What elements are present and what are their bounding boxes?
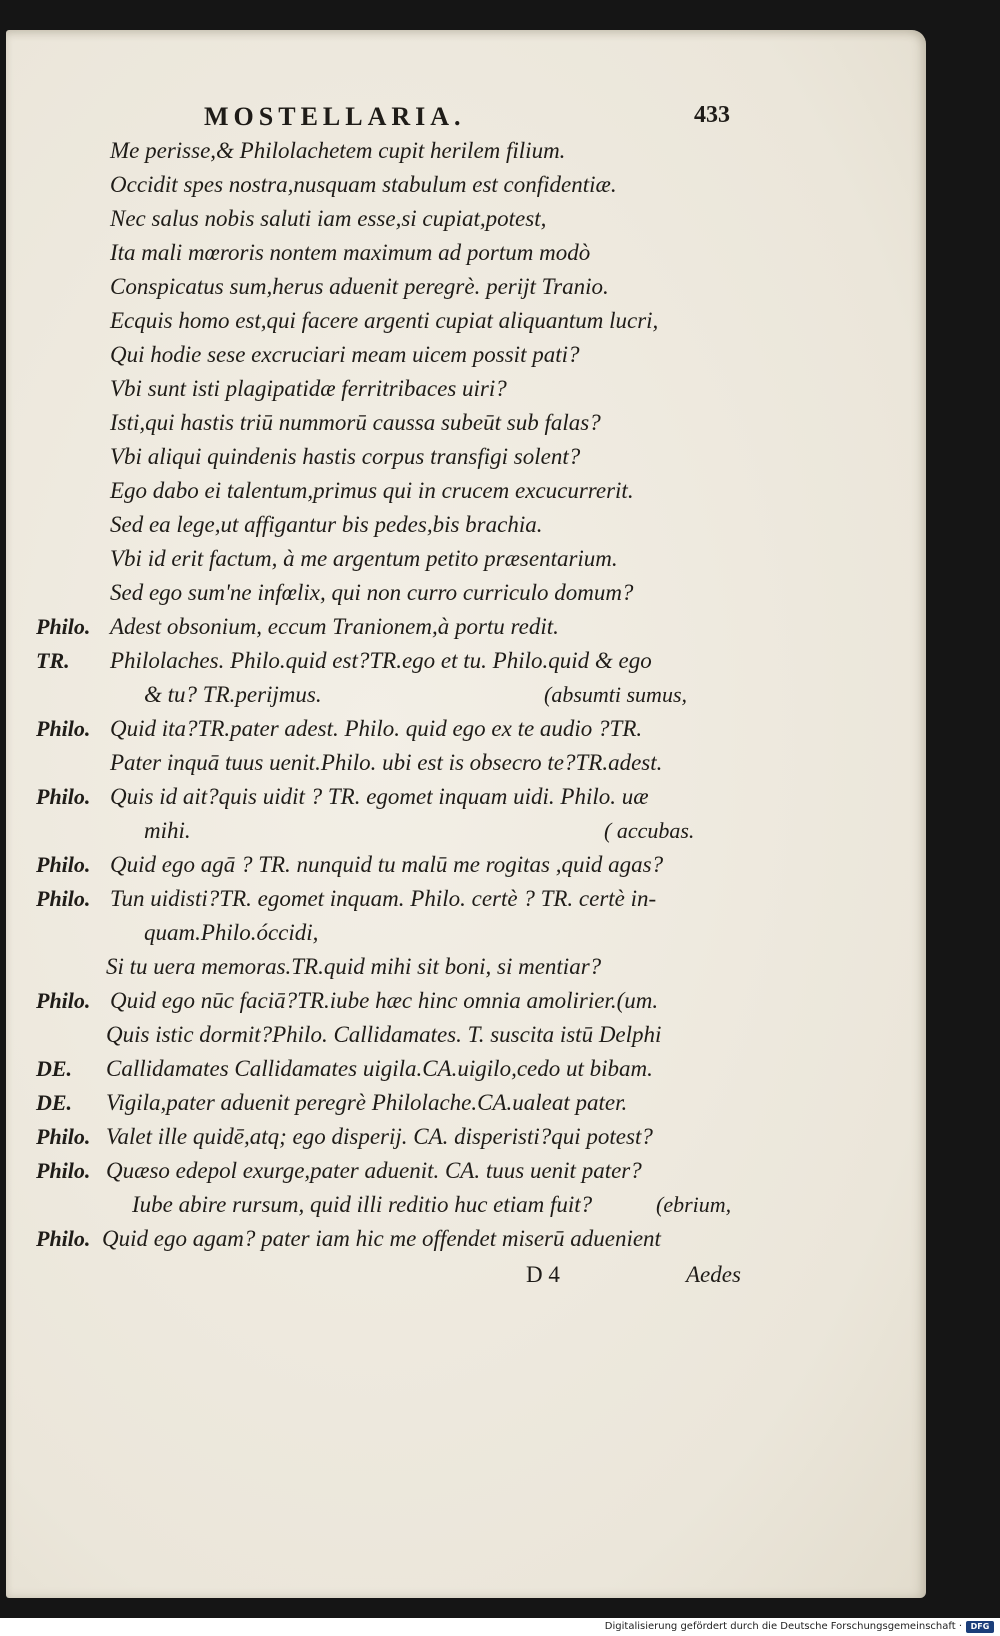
text-line: Philolaches. Philo.quid est?TR.ego et tu. Philo.quid & ego [110, 648, 652, 673]
text-line: Quid ita?TR.pater adest. Philo. quid ego ex te audio ?TR. [110, 716, 643, 741]
speaker-label: DE. [36, 1056, 73, 1081]
book-page [6, 30, 926, 1598]
text-line: Nec salus nobis saluti iam esse,si cupiat,potest, [110, 206, 547, 231]
text-line: Isti,qui hastis triū nummorū caussa subeūt sub falas? [110, 410, 601, 435]
page-text [6, 30, 926, 1598]
turnover-note: ( accubas. [604, 818, 695, 843]
text-line: Vbi aliqui quindenis hastis corpus transfigi solent? [110, 444, 581, 469]
text-line: Pater inquā tuus uenit.Philo. ubi est is obsecro te?TR.adest. [110, 750, 663, 775]
text-line: Iube abire rursum, quid illi reditio huc etiam fuit? [132, 1192, 593, 1217]
text-line: Adest obsonium, eccum Tranionem,à portu redit. [110, 614, 559, 639]
speaker-label: Philo. [36, 988, 91, 1013]
text-line: Quid ego nūc faciā?TR.iube hæc hinc omnia amolirier.(um. [110, 988, 659, 1013]
text-line: Quid ego agam? pater iam hic me offendet miserū aduenient [102, 1226, 661, 1251]
speaker-label: TR. [36, 648, 70, 673]
text-line: Sed ea lege,ut affigantur bis pedes,bis brachia. [110, 512, 543, 537]
speaker-label: Philo. [36, 614, 91, 639]
text-line: Quis id ait?quis uidit ? TR. egomet inquam uidi. Philo. uæ [110, 784, 649, 809]
digitization-credit: Digitalisierung gefördert durch die Deutsche Forschungsgemeinschaft · [604, 1621, 962, 1632]
signature-mark: D 4 [526, 1262, 560, 1287]
text-line: Ecquis homo est,qui facere argenti cupiat aliquantum lucri, [110, 308, 659, 333]
text-line: & tu? TR.perijmus. [144, 682, 322, 707]
text-line: quam.Philo.óccidi, [144, 920, 319, 945]
text-line: Me perisse,& Philolachetem cupit herilem filium. [110, 138, 566, 163]
text-line: Ita mali mœroris nontem maximum ad portum modò [110, 240, 591, 265]
turnover-note: (ebrium, [656, 1192, 732, 1217]
text-line: Conspicatus sum,herus aduenit peregrè. perijt Tranio. [110, 274, 609, 299]
text-line: Qui hodie sese excruciari meam uicem possit pati? [110, 342, 580, 367]
speaker-label: Philo. [36, 1226, 91, 1251]
text-line: Callidamates Callidamates uigila.CA.uigilo,cedo ut bibam. [106, 1056, 653, 1081]
text-line: Ego dabo ei talentum,primus qui in crucem excucurrerit. [110, 478, 634, 503]
speaker-label: Philo. [36, 852, 91, 877]
dfg-logo: DFG [966, 1621, 994, 1633]
speaker-label: DE. [36, 1090, 73, 1115]
text-line: Valet ille quidē,atq; ego disperij. CA. disperisti?qui potest? [106, 1124, 653, 1149]
text-line: Sed ego sum'ne infœlix, qui non curro curriculo domum? [110, 580, 634, 605]
folio-number: 433 [694, 102, 730, 128]
text-line: mihi. [144, 818, 191, 843]
text-line: Vbi sunt isti plagipatidæ ferritribaces uiri? [110, 376, 507, 401]
catchword: Aedes [686, 1262, 741, 1287]
text-line: Tun uidisti?TR. egomet inquam. Philo. certè ? TR. certè in- [110, 886, 657, 911]
speaker-label: Philo. [36, 1124, 91, 1149]
text-line: Vbi id erit factum, à me argentum petito præsentarium. [110, 546, 618, 571]
text-line: Vigila,pater aduenit peregrè Philolache.CA.ualeat pater. [106, 1090, 628, 1115]
speaker-label: Philo. [36, 716, 91, 741]
text-line: Quis istic dormit?Philo. Callidamates. T. suscita istū Delphi [106, 1022, 662, 1047]
speaker-label: Philo. [36, 886, 91, 911]
running-head: MOSTELLARIA. [204, 102, 466, 131]
text-line: Si tu uera memoras.TR.quid mihi sit boni, si mentiar? [106, 954, 602, 979]
speaker-label: Philo. [36, 784, 91, 809]
turnover-note: (absumti sumus, [544, 682, 688, 707]
speaker-label: Philo. [36, 1158, 91, 1183]
text-line: Quæso edepol exurge,pater aduenit. CA. tuus uenit pater? [106, 1158, 642, 1183]
text-line: Quid ego agā ? TR. nunquid tu malū me rogitas ,quid agas? [110, 852, 664, 877]
text-line: Occidit spes nostra,nusquam stabulum est confidentiæ. [110, 172, 617, 197]
